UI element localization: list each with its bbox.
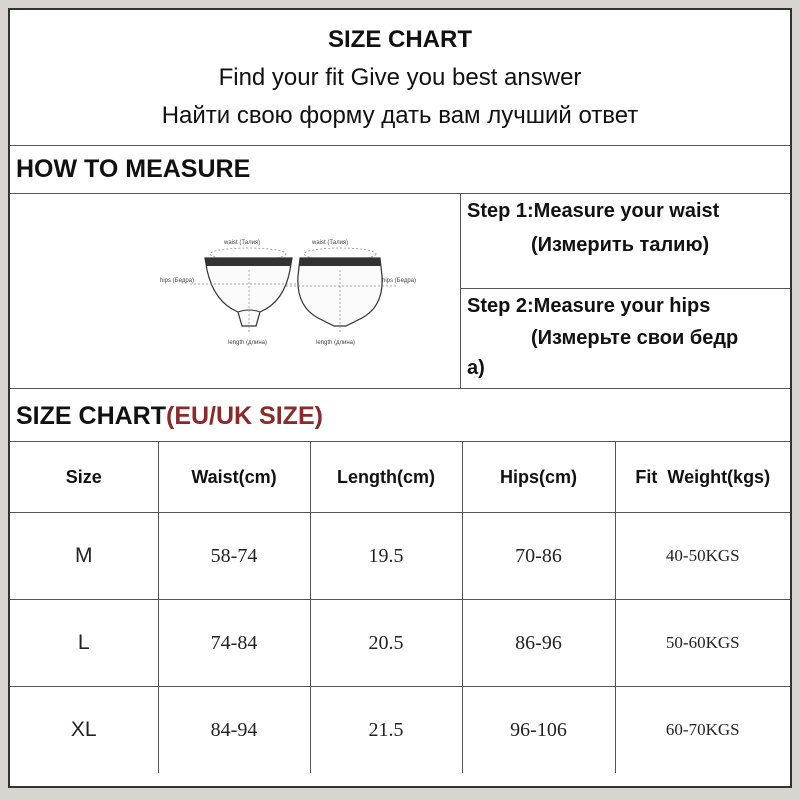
col-header-waist: Waist(cm) <box>158 442 310 513</box>
size-chart-section <box>10 389 790 442</box>
col-header-size: Size <box>10 442 158 513</box>
cell-size: M <box>10 513 158 600</box>
cell-waist: 84-94 <box>158 687 310 774</box>
cell-weight: 40-50KGS <box>615 513 790 600</box>
col-header-length: Length(cm) <box>310 442 462 513</box>
page-title: SIZE CHART <box>328 26 472 53</box>
size-table <box>10 442 790 773</box>
step-1-title: Step 1:Measure your waist <box>467 200 720 222</box>
how-to-measure-section <box>10 145 790 194</box>
hips-label-left: hips (Бедра) <box>160 278 194 284</box>
length-label-left: length (длина) <box>228 340 268 346</box>
col-header-hips: Hips(cm) <box>462 442 615 513</box>
measurement-diagram <box>10 194 461 388</box>
step-2 <box>461 289 790 388</box>
waist-label-left: waist (Талия) <box>224 240 261 246</box>
col-header-weight: Fit Weight(kgs) <box>615 442 790 513</box>
table-row <box>10 600 790 687</box>
size-chart-sheet <box>8 8 792 788</box>
cell-length: 19.5 <box>310 513 462 600</box>
step-1-subtitle: (Измерить талию) <box>531 234 710 256</box>
measure-row <box>10 194 790 389</box>
how-to-measure-label: HOW TO MEASURE <box>16 155 251 183</box>
waist-label-right: waist (Талия) <box>312 240 349 246</box>
subtitle-english: Find your fit Give you best answer <box>218 64 582 91</box>
size-chart-label <box>16 402 323 431</box>
step-2-subtitle-wrap: а) <box>467 357 485 379</box>
hips-label-right: hips (Бедра) <box>382 278 416 284</box>
table-row <box>10 687 790 774</box>
cell-length: 21.5 <box>310 687 462 774</box>
header <box>10 10 790 146</box>
subtitle-russian: Найти свою форму дать вам лучший ответ <box>161 102 639 129</box>
briefs-diagram-icon <box>10 194 460 388</box>
step-2-title: Step 2:Measure your hips <box>467 295 711 317</box>
cell-waist: 58-74 <box>158 513 310 600</box>
cell-size: XL <box>10 687 158 774</box>
cell-hips: 70-86 <box>462 513 615 600</box>
step-1 <box>461 194 790 289</box>
cell-hips: 86-96 <box>462 600 615 687</box>
cell-waist: 74-84 <box>158 600 310 687</box>
cell-length: 20.5 <box>310 600 462 687</box>
cell-size: L <box>10 600 158 687</box>
size-chart-label-main: SIZE CHART <box>16 402 166 430</box>
step-2-subtitle: (Измерьте свои бедр <box>531 327 739 349</box>
briefs-back-icon <box>286 248 396 334</box>
table-header-row <box>10 442 790 513</box>
cell-weight: 60-70KGS <box>615 687 790 774</box>
table-row <box>10 513 790 600</box>
size-chart-label-accent: (EU/UK SIZE) <box>166 402 323 430</box>
length-label-right: length (длина) <box>316 340 356 346</box>
cell-weight: 50-60KGS <box>615 600 790 687</box>
briefs-front-icon <box>190 248 308 334</box>
cell-hips: 96-106 <box>462 687 615 774</box>
